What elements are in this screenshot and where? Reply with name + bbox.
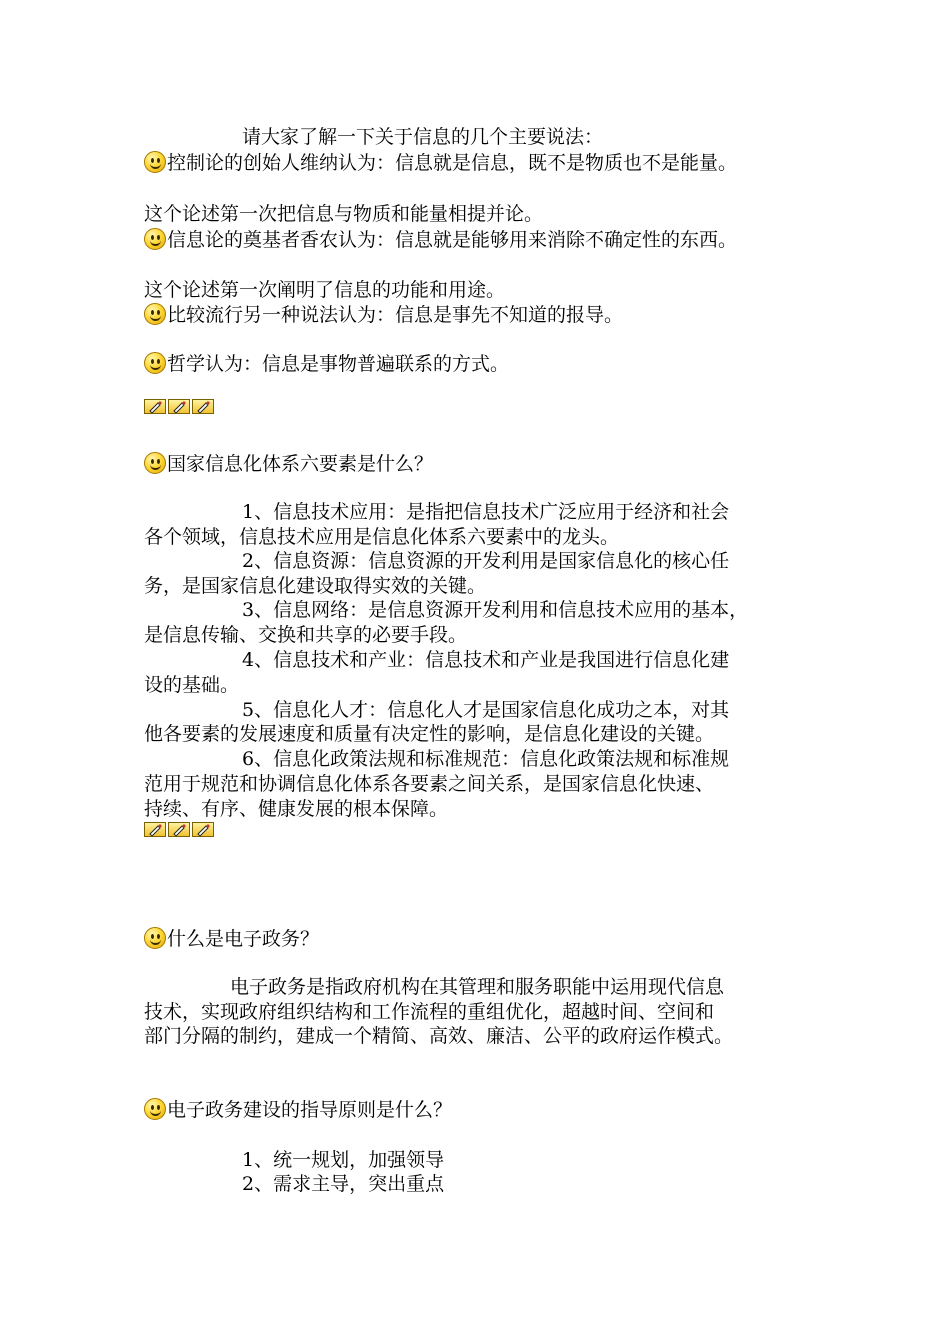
section1-question: 国家信息化体系六要素是什么？ — [144, 452, 433, 476]
saying-4: 哲学认为：信息是事物普遍联系的方式。 — [144, 352, 509, 376]
section2-line: 部门分隔的制约，建成一个精简、高效、廉洁、公平的政府运作模式。 — [144, 1025, 734, 1047]
section1-line: 1、信息技术应用：是指把信息技术广泛应用于经济和社会 — [242, 501, 730, 523]
section1-line: 他各要素的发展速度和质量有决定性的影响，是信息化建设的关键。 — [144, 723, 715, 745]
intro-text: 请大家了解一下关于信息的几个主要说法： — [242, 126, 604, 148]
section2-line: 电子政务是指政府机构在其管理和服务职能中运用现代信息 — [230, 976, 725, 998]
section1-line: 4、信息技术和产业：信息技术和产业是我国进行信息化建 — [242, 649, 730, 671]
smiley-icon — [144, 228, 166, 250]
smiley-icon — [144, 1098, 166, 1120]
pencil-icon — [168, 822, 190, 837]
section1-line: 设的基础。 — [144, 674, 240, 696]
pencil-divider — [144, 822, 216, 837]
section1-line: 务，是国家信息化建设取得实效的关键。 — [144, 575, 487, 597]
pencil-icon — [192, 822, 214, 837]
smiley-icon — [144, 151, 166, 173]
pencil-icon — [144, 822, 166, 837]
pencil-icon — [192, 399, 214, 414]
section2-line: 技术，实现政府组织结构和工作流程的重组优化，超越时间、空间和 — [144, 1001, 715, 1023]
saying-2: 信息论的奠基者香农认为：信息就是能够用来消除不确定性的东西。 — [144, 228, 737, 252]
saying-3: 比较流行另一种说法认为：信息是事先不知道的报导。 — [144, 303, 623, 327]
section1-line: 6、信息化政策法规和标准规范：信息化政策法规和标准规 — [242, 748, 730, 770]
section2-question: 什么是电子政务？ — [144, 927, 319, 951]
section1-line: 5、信息化人才：信息化人才是国家信息化成功之本，对其 — [242, 699, 730, 721]
section1-line: 持续、有序、健康发展的根本保障。 — [144, 798, 449, 820]
section1-line: 是信息传输、交换和共享的必要手段。 — [144, 624, 468, 646]
section3-item: 1、统一规划，加强领导 — [242, 1149, 445, 1171]
section1-line: 3、信息网络：是信息资源开发利用和信息技术应用的基本， — [242, 599, 749, 621]
smiley-icon — [144, 927, 166, 949]
pencil-divider — [144, 399, 216, 414]
section1-line: 各个领域，信息技术应用是信息化体系六要素中的龙头。 — [144, 526, 620, 548]
section1-line: 2、信息资源：信息资源的开发利用是国家信息化的核心任 — [242, 550, 730, 572]
pencil-icon — [144, 399, 166, 414]
saying-1-note: 这个论述第一次把信息与物质和能量相提并论。 — [144, 203, 544, 225]
saying-2-note: 这个论述第一次阐明了信息的功能和用途。 — [144, 279, 506, 301]
section1-line: 范用于规范和协调信息化体系各要素之间关系，是国家信息化快速、 — [144, 773, 715, 795]
smiley-icon — [144, 452, 166, 474]
saying-1: 控制论的创始人维纳认为：信息就是信息，既不是物质也不是能量。 — [144, 151, 737, 175]
smiley-icon — [144, 303, 166, 325]
pencil-icon — [168, 399, 190, 414]
section3-item: 2、需求主导，突出重点 — [242, 1173, 445, 1195]
section3-question: 电子政务建设的指导原则是什么？ — [144, 1098, 452, 1122]
smiley-icon — [144, 352, 166, 374]
